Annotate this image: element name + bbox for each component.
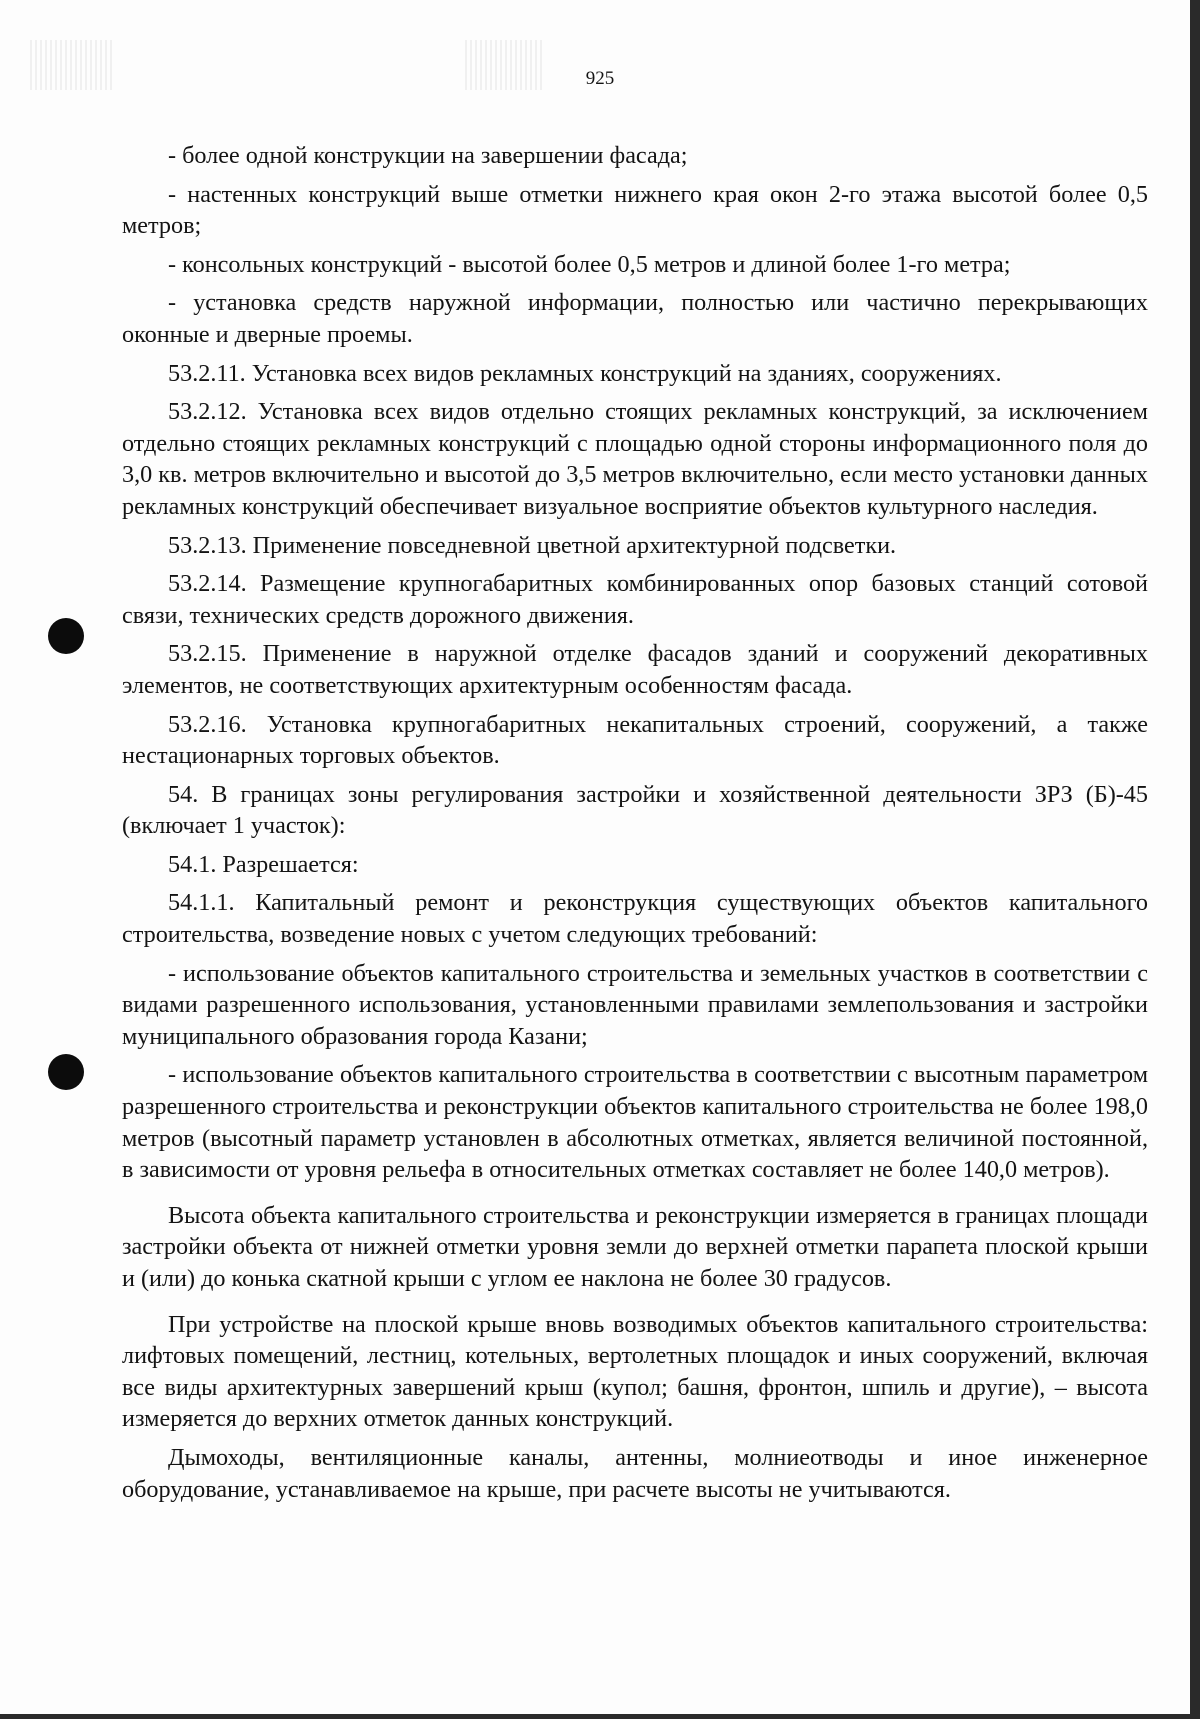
paragraph: При устройстве на плоской крыше вновь возводимых объектов капитального строительства: лифтовых помещений, лестниц, котельных, вертолетных площадок и иных сооружений, включая все виды архитектурных завершений крыш (купол; башня, фронтон, шпиль и другие), – высота измеряется до верхних отметок данных конструкций. bbox=[122, 1310, 1148, 1433]
paragraph: 54.1. Разрешается: bbox=[168, 850, 359, 878]
paragraph: 54. В границах зоны регулирования застройки и хозяйственной деятельности ЗРЗ (Б)-45 (включает 1 участок): bbox=[122, 780, 1148, 840]
paragraph: - использование объектов капитального строительства в соответствии с высотным параметром разрешенного строительства и реконструкции объектов капитального строительства не более 198,0 метров (высотный параметр установлен в абсолютных отметках, является величиной постоянной, в зависимости от уровня рельефа в относительных отметках составляет не более 140,0 метров). bbox=[122, 1061, 1148, 1184]
paragraph: 53.2.11. Установка всех видов рекламных конструкций на зданиях, сооружениях. bbox=[168, 359, 1002, 387]
punch-hole bbox=[48, 618, 84, 654]
paragraph: 53.2.14. Размещение крупногабаритных комбинированных опор базовых станций сотовой связи, технических средств дорожного движения. bbox=[122, 570, 1148, 629]
paragraph: 53.2.12. Установка всех видов отдельно стоящих рекламных конструкций, за исключением отдельно стоящих рекламных конструкций с площадью одной стороны информационного поля до 3,0 кв. метров включительно и высотой до 3,5 метров включительно, если место установки данных рекламных конструкций обеспечивает визуальное восприятие объектов культурного наследия. bbox=[122, 398, 1148, 520]
paragraph: 53.2.16. Установка крупногабаритных некапитальных строений, сооружений, а также нестационарных торговых объектов. bbox=[122, 710, 1148, 770]
paragraph: Дымоходы, вентиляционные каналы, антенны, молниеотводы и иное инженерное оборудование, устанавливаемое на крыше, при расчете высоты не учитываются. bbox=[122, 1443, 1148, 1503]
paragraph: Высота объекта капитального строительства и реконструкции измеряется в границах площади застройки объекта от нижней отметки уровня земли до верхней отметки парапета плоской крыши и (или) до конька скатной крыши с углом ее наклона не более 30 градусов. bbox=[122, 1201, 1148, 1292]
paragraph: - более одной конструкции на завершении фасада; bbox=[168, 142, 688, 169]
paragraph: 53.2.15. Применение в наружной отделке фасадов зданий и сооружений декоративных элементов, не соответствующих архитектурным особенностям фасада. bbox=[122, 640, 1148, 699]
page-number: 925 bbox=[585, 68, 615, 89]
paragraph: - консольных конструкций - высотой более 0,5 метров и длиной более 1-го метра; bbox=[168, 250, 1011, 278]
paragraph: 53.2.13. Применение повседневной цветной архитектурной подсветки. bbox=[168, 531, 897, 559]
paragraph: - использование объектов капитального строительства и земельных участков в соответствии с видами разрешенного использования, установленными правилами землепользования и застройки муниципального образования города Казани; bbox=[122, 959, 1148, 1050]
paragraph: - установка средств наружной информации, полностью или частично перекрывающих оконные и дверные проемы. bbox=[122, 289, 1148, 348]
punch-hole bbox=[48, 1054, 84, 1090]
scan-edge-bottom bbox=[0, 1714, 1200, 1719]
scan-edge-right bbox=[1190, 0, 1200, 1719]
document-body bbox=[122, 140, 1148, 1505]
paragraph: 54.1.1. Капитальный ремонт и реконструкция существующих объектов капитального строительства, возведение новых с учетом следующих требований: bbox=[122, 889, 1148, 949]
paragraph: - настенных конструкций выше отметки нижнего края окон 2-го этажа высотой более 0,5 метров; bbox=[122, 180, 1148, 240]
